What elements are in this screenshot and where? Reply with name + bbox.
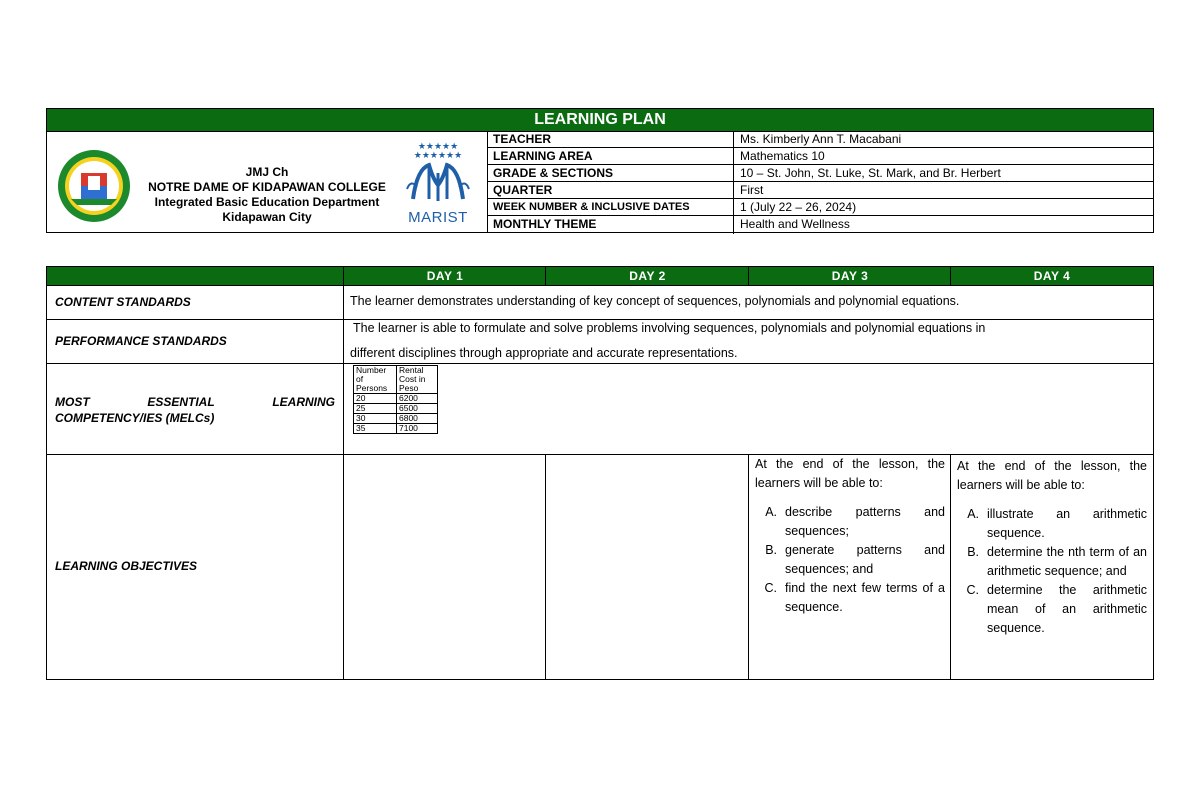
table-cell: 35 (354, 424, 397, 434)
header-key: QUARTER (487, 182, 734, 198)
list-text: determine the nth term of an arithmetic sequence; and (987, 545, 1147, 578)
list-item (755, 541, 945, 579)
header-text: Persons (356, 383, 388, 393)
learning-plan-header (46, 108, 1154, 233)
melc-word: LEARNING (272, 395, 335, 409)
header-text: Number (356, 365, 387, 375)
list-item (755, 579, 945, 617)
header-row-quarter (487, 182, 1153, 199)
list-text: generate patterns and sequences; and (785, 543, 945, 576)
melc-word: ESSENTIAL (147, 395, 215, 409)
plan-table (46, 266, 1154, 680)
header-value: 10 – St. John, St. Luke, St. Mark, and Br. Herbert (740, 166, 1001, 180)
day-3-objectives (755, 455, 945, 617)
melc-word: MOST (55, 395, 90, 409)
header-value: Ms. Kimberly Ann T. Macabani (740, 132, 902, 146)
row-divider (47, 363, 1153, 364)
table-cell: 6200 (397, 394, 438, 404)
list-marker: C. (764, 581, 777, 595)
header-key: WEEK NUMBER & INCLUSIVE DATES (487, 199, 734, 215)
objectives-list (957, 505, 1147, 638)
header-row-learning-area (487, 148, 1153, 165)
list-text: illustrate an arithmetic sequence. (987, 507, 1147, 540)
school-line-1: JMJ Ch (245, 165, 289, 179)
list-marker: A. (967, 507, 979, 521)
table-header-cell (354, 366, 397, 394)
content-standards-label: CONTENT STANDARDS (55, 295, 191, 309)
performance-standards-label: PERFORMANCE STANDARDS (55, 334, 227, 348)
objectives-list (755, 503, 945, 617)
table-cell: 30 (354, 414, 397, 424)
list-item (957, 505, 1147, 543)
table-cell: 6500 (397, 404, 438, 414)
list-marker: B. (765, 543, 777, 557)
header-info-grid (487, 131, 1153, 234)
row-divider (47, 285, 1153, 286)
table-row (354, 424, 438, 434)
column-divider (343, 267, 344, 679)
row-divider (47, 454, 1153, 455)
header-text: Rental (399, 365, 424, 375)
header-row-week (487, 199, 1153, 216)
learning-objectives-label: LEARNING OBJECTIVES (55, 559, 198, 573)
objectives-intro: At the end of the lesson, the learners will be able to: (755, 457, 945, 490)
table-row (354, 404, 438, 414)
school-city: Kidapawan City (222, 210, 312, 224)
table-row (354, 394, 438, 404)
header-text: Cost in (399, 374, 426, 384)
header-text: Peso (399, 383, 419, 393)
list-item (957, 543, 1147, 581)
header-value: Health and Wellness (740, 217, 850, 231)
table-row (354, 366, 438, 394)
marist-logo (403, 139, 473, 227)
content-standards-text: The learner demonstrates understanding of key concept of sequences, polynomials and polynomial equations. (350, 294, 960, 308)
table-header-cell (397, 366, 438, 394)
column-divider (748, 267, 749, 285)
table-cell: 6800 (397, 414, 438, 424)
list-text: describe patterns and sequences; (785, 505, 945, 538)
header-key: TEACHER (487, 131, 734, 147)
marist-emblem-icon (403, 139, 473, 209)
table-row (354, 414, 438, 424)
learning-plan-title: LEARNING PLAN (47, 109, 1153, 132)
melc-label-line-2: COMPETENCY/IES (MELCs) (55, 411, 215, 425)
column-divider (545, 267, 546, 285)
header-value: 1 (July 22 – 26, 2024) (740, 200, 857, 214)
row-divider (47, 319, 1153, 320)
melc-label-line-1 (55, 395, 335, 409)
table-cell: 25 (354, 404, 397, 414)
school-identity (47, 131, 488, 233)
school-name-block (137, 165, 397, 225)
table-cell: 7100 (397, 424, 438, 434)
header-key: LEARNING AREA (487, 148, 734, 164)
header-key: MONTHLY THEME (487, 216, 734, 234)
header-text: of (356, 374, 364, 384)
list-text: find the next few terms of a sequence. (785, 581, 945, 614)
header-key: GRADE & SECTIONS (487, 165, 734, 181)
list-marker: A. (765, 505, 777, 519)
school-name: NOTRE DAME OF KIDAPAWAN COLLEGE (148, 180, 386, 194)
column-divider (950, 454, 951, 679)
list-marker: C. (966, 583, 979, 597)
list-marker: B. (967, 545, 979, 559)
marist-label: MARIST (408, 209, 468, 226)
performance-standards-line-2: different disciplines through appropriate and accurate representations. (350, 346, 738, 360)
list-text: determine the arithmetic mean of an arithmetic sequence. (987, 583, 1147, 635)
list-item (957, 581, 1147, 638)
header-row-teacher (487, 131, 1153, 148)
day-2-header: DAY 2 (629, 269, 666, 283)
list-item (755, 503, 945, 541)
header-value: First (740, 183, 764, 197)
table-cell: 20 (354, 394, 397, 404)
header-row-theme (487, 216, 1153, 234)
school-seal-icon (57, 149, 131, 223)
day-3-header: DAY 3 (831, 269, 869, 283)
header-value: Mathematics 10 (740, 149, 825, 163)
svg-text:★★★★★★: ★★★★★★ (413, 151, 463, 161)
column-divider (748, 454, 749, 679)
school-department: Integrated Basic Education Department (154, 195, 380, 209)
day-4-objectives (957, 457, 1147, 638)
objectives-intro: At the end of the lesson, the learners will be able to: (957, 459, 1147, 492)
header-row-grade-sections (487, 165, 1153, 182)
day-4-header: DAY 4 (1033, 269, 1071, 283)
svg-text:★★★★★: ★★★★★ (417, 142, 459, 152)
column-divider (545, 454, 546, 679)
day-1-header: DAY 1 (426, 269, 464, 283)
performance-standards-line-1: The learner is able to formulate and solve problems involving sequences, polynomials and polynomial equations in (353, 321, 986, 335)
column-divider (950, 267, 951, 285)
rental-cost-table (353, 365, 438, 434)
